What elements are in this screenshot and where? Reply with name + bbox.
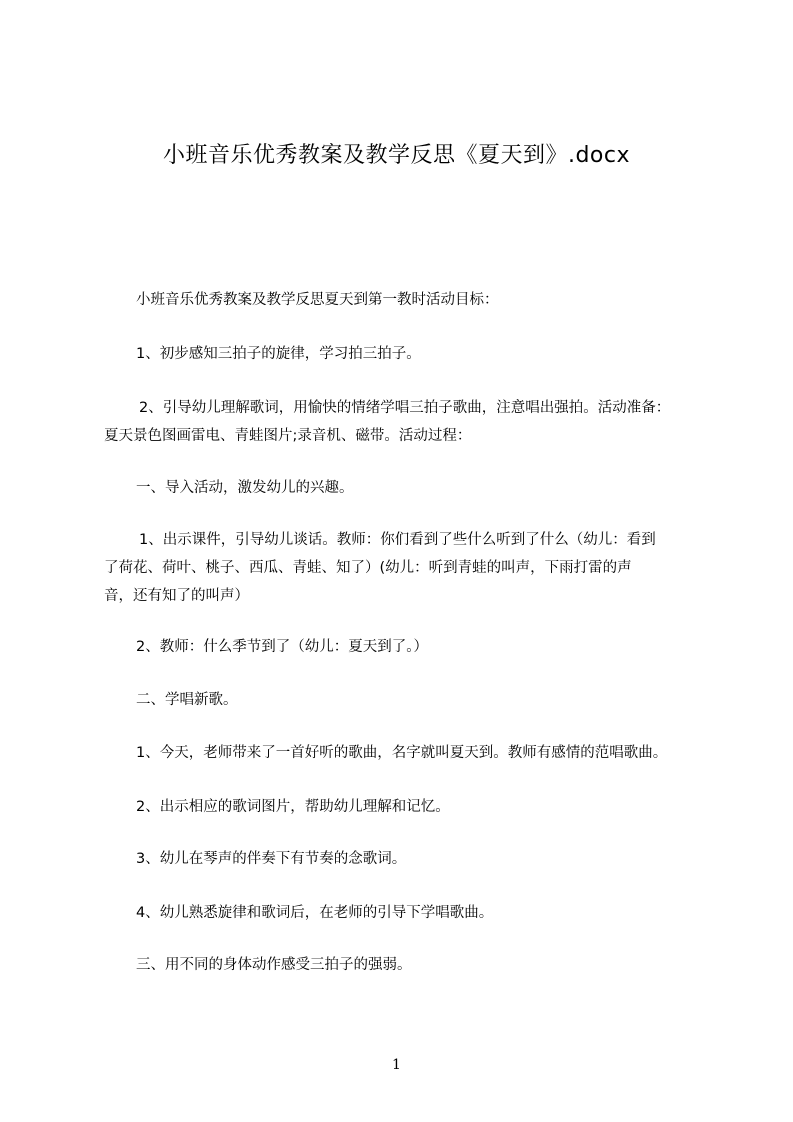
paragraph-line: 4、幼儿熟悉旋律和歌词后，在老师的引导下学唱歌曲。	[136, 905, 494, 921]
section-heading-learn	[136, 690, 238, 710]
section-heading-intro	[136, 478, 354, 498]
page-number: 1	[392, 1057, 401, 1073]
paragraph-learn-1	[136, 743, 667, 763]
paragraph-goal-2	[104, 398, 670, 446]
paragraph-line: 了荷花、荷叶、桃子、西瓜、青蛙、知了）(幼儿：听到青蛙的叫声，下雨打雷的声	[104, 560, 632, 576]
paragraph-line: 1、今天，老师带来了一首好听的歌曲，名字就叫夏天到。教师有感情的范唱歌曲。	[136, 745, 668, 761]
paragraph-step-2	[136, 637, 428, 657]
paragraph-line: 音，还有知了的叫声）	[104, 588, 249, 604]
paragraph-line: 1、出示课件，引导幼儿谈话。教师：你们看到了些什么听到了什么（幼儿：看到	[139, 532, 656, 548]
paragraph-step-1	[104, 530, 656, 606]
section-heading-rhythm	[136, 955, 412, 975]
paragraph-line: 二、学唱新歌。	[136, 692, 238, 708]
paragraph-line: 1、初步感知三拍子的旋律，学习拍三拍子。	[136, 346, 421, 362]
paragraph-goal-1	[136, 344, 421, 364]
paragraph-line: 夏天景色图画雷电、青蛙图片;录音机、磁带。活动过程：	[104, 428, 472, 444]
paragraph-line: 小班音乐优秀教案及教学反思夏天到第一教时活动目标：	[136, 292, 499, 308]
paragraph-learn-3	[136, 849, 406, 869]
paragraph-objectives	[136, 290, 499, 310]
paragraph-line: 三、用不同的身体动作感受三拍子的强弱。	[136, 957, 412, 973]
paragraph-learn-2	[136, 797, 450, 817]
paragraph-line: 3、幼儿在琴声的伴奏下有节奏的念歌词。	[136, 851, 407, 867]
paragraph-line: 2、教师：什么季节到了（幼儿：夏天到了。）	[136, 639, 428, 655]
paragraph-line: 2、引导幼儿理解歌词，用愉快的情绪学唱三拍子歌曲，注意唱出强拍。活动准备：	[139, 400, 671, 416]
paragraph-line: 2、出示相应的歌词图片，帮助幼儿理解和记忆。	[136, 799, 450, 815]
paragraph-learn-4	[136, 903, 493, 923]
document-title: 小班音乐优秀教案及教学反思《夏天到》.docx	[162, 143, 631, 168]
paragraph-line: 一、导入活动，激发幼儿的兴趣。	[136, 480, 354, 496]
